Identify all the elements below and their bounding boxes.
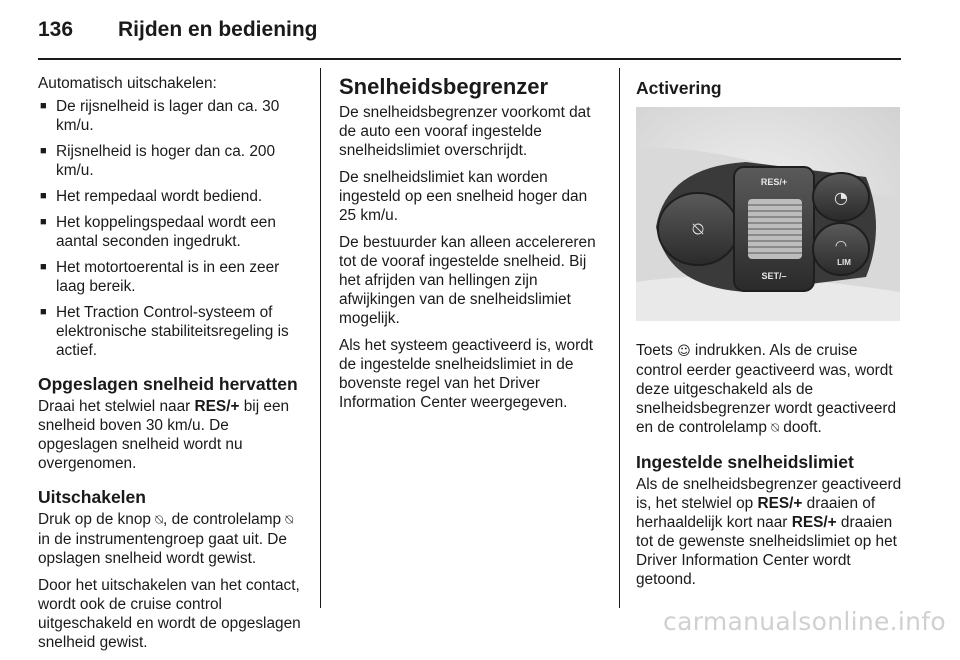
page-title: Rijden en bediening: [118, 18, 318, 41]
right-column: [636, 74, 902, 597]
res-label: RES/+: [760, 177, 788, 187]
watermark: carmanualsonline.info: [663, 607, 946, 636]
middle-column: [339, 74, 603, 420]
column-divider-right: [619, 68, 620, 608]
column-divider-left: [320, 68, 321, 608]
paragraph: De bestuurder kan alleen accelereren tot de vooraf ingestelde snelheid. Bij het afrijden van hellingen zijn afwijkingen van de snelheidslimiet mogelijk.: [339, 234, 596, 327]
speed-limiter-icon: ☺: [677, 344, 691, 359]
svg-text:⍉: ⍉: [692, 219, 704, 240]
activation-heading: Activering: [636, 78, 722, 98]
list-item: ■ Het motortoerental is in een zeer laag bereik.: [38, 258, 304, 296]
off-heading: Uitschakelen: [38, 487, 146, 507]
section-heading: Snelheidsbegrenzer: [339, 74, 549, 99]
svg-text:◠: ◠: [834, 238, 848, 254]
off-text-2: Door het uitschakelen van het contact, wordt ook de cruise control uitgeschakeld en wordt de opgeslagen snelheid gewist.: [38, 577, 301, 651]
list-item: ■ Rijsnelheid is hoger dan ca. 200 km/u.: [38, 142, 304, 180]
paragraph: De snelheidslimiet kan worden ingesteld op een snelheid hoger dan 25 km/u.: [339, 169, 588, 224]
resume-text: Draai het stelwiel naar RES/+ bij een snelheid boven 30 km/u. De opgeslagen snelheid wordt nu overgenomen.: [38, 398, 290, 472]
activation-text: Toets ☺ indrukken. Als de cruise control eerder geactiveerd was, wordt deze uitgeschakeld als de snelheidsbegrenzer wordt geactiveerd en de controlelamp ⍉ dooft.: [636, 342, 897, 436]
off-text: Druk op de knop ⍉, de controlelamp ⍉ in de instrumentengroep gaat uit. De opslagen snelheid wordt gewist.: [38, 511, 294, 567]
cruise-off-icon: ⍉: [155, 513, 164, 528]
paragraph: Als het systeem geactiveerd is, wordt de ingestelde snelheidslimiet in de bovenste regel van het Driver Information Center weergegeven.: [339, 337, 594, 411]
intro-text: Automatisch uitschakelen:: [38, 75, 217, 92]
list-item: ■ Het Traction Control-systeem of elektronische stabiliteitsregeling is actief.: [38, 303, 304, 360]
limit-heading: Ingestelde snelheidslimiet: [636, 452, 854, 472]
list-item: ■ De rijsnelheid is lager dan ca. 30 km/u.: [38, 97, 304, 135]
left-column: [38, 74, 304, 660]
paragraph: De snelheidsbegrenzer voorkomt dat de auto een vooraf ingestelde snelheidslimiet overschrijdt.: [339, 104, 591, 159]
list-item: ■ Het rempedaal wordt bediend.: [38, 187, 304, 206]
header-rule: [38, 58, 901, 60]
resume-heading: Opgeslagen snelheid hervatten: [38, 374, 298, 394]
set-label: SET/–: [761, 271, 787, 281]
list-item: ■ Het koppelingspedaal wordt een aantal seconden ingedrukt.: [38, 213, 304, 251]
steering-wheel-photo: [636, 107, 900, 321]
cruise-off-icon: ⍉: [285, 513, 294, 528]
limit-text: Als de snelheidsbegrenzer geactiveerd is, het stelwiel op RES/+ draaien of herhaaldelijk kort naar RES/+ draaien tot de gewenste snelheidslimiet op het Driver Information Center wordt getoond.: [636, 476, 902, 588]
page-number: 136: [38, 18, 74, 41]
lim-label: LIM: [837, 258, 851, 267]
cruise-off-icon: ⍉: [771, 421, 779, 436]
page-header: [38, 18, 318, 42]
svg-text:◔: ◔: [834, 188, 848, 207]
